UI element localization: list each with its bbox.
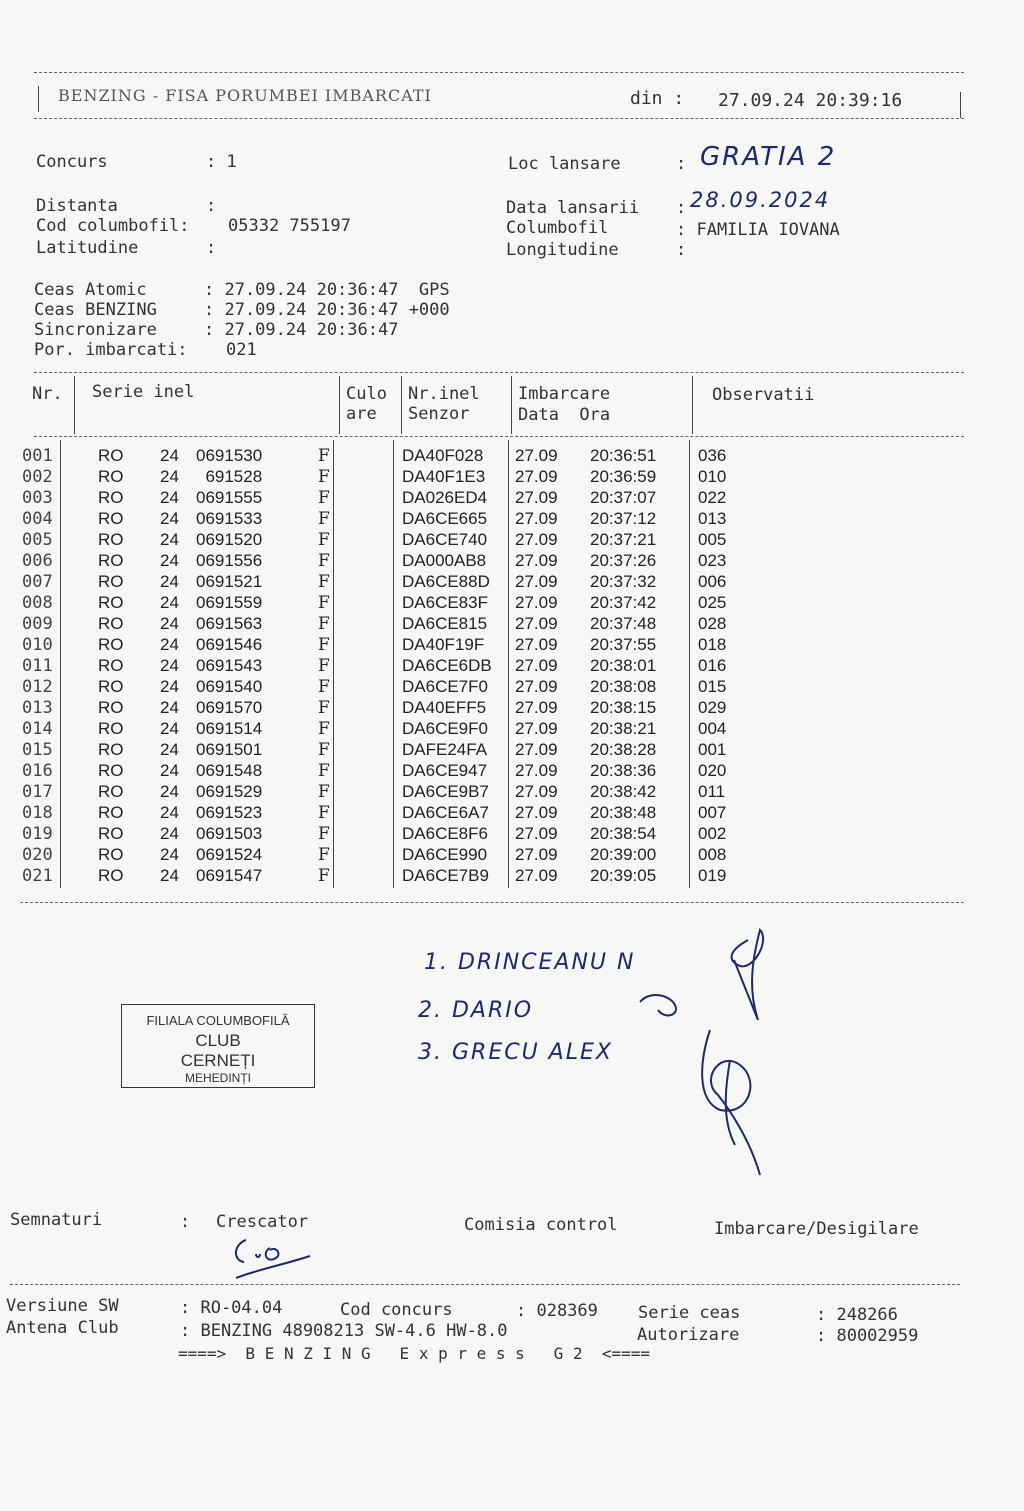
cell-sex: F — [318, 551, 330, 571]
latitudine-label: Latitudine — [36, 238, 139, 258]
cell-date: 27.09 — [515, 719, 558, 738]
cell-date: 27.09 — [515, 488, 558, 507]
cell-nr: 004 — [22, 509, 53, 529]
semnaturi-sep: : — [180, 1212, 191, 1232]
col-header-nr: Nr. — [32, 384, 63, 404]
cell-nr: 017 — [22, 782, 53, 802]
benzing-express-banner: ====> B E N Z I N G E x p r e s s G 2 <==== — [178, 1344, 651, 1363]
cell-date: 27.09 — [515, 761, 558, 780]
col-header-observatii: Observatii — [712, 385, 815, 405]
cell-year: 24 — [160, 551, 179, 570]
cell-country: RO — [98, 740, 124, 759]
cell-sensor: DA6CE740 — [402, 530, 488, 549]
cell-sensor: DA40EFF5 — [402, 698, 487, 717]
cell-date: 27.09 — [515, 782, 558, 801]
cod-columbofil-value: 05332 755197 — [228, 216, 351, 236]
cell-ring: 0691570 — [196, 698, 263, 717]
cell-sensor: DA026ED4 — [402, 488, 488, 507]
cell-sex: F — [318, 866, 330, 886]
cell-ring: 0691529 — [196, 782, 263, 801]
columbofil-label: Columbofil — [506, 218, 609, 238]
cell-nr: 019 — [22, 824, 53, 844]
latitudine-value: : — [206, 238, 217, 258]
cell-date: 27.09 — [515, 614, 558, 633]
cell-year: 24 — [160, 488, 179, 507]
porumbei-imbarcati-label: Por. imbarcati: — [34, 340, 188, 360]
cell-nr: 018 — [22, 803, 53, 823]
cell-nr: 012 — [22, 677, 53, 697]
cell-sex: F — [318, 803, 330, 823]
cell-time: 20:38:54 — [590, 824, 657, 843]
cell-year: 24 — [160, 782, 179, 801]
cell-obs: 036 — [698, 446, 727, 465]
stamp-line-3: CERNEȚI — [180, 1051, 256, 1070]
cell-obs: 010 — [698, 467, 727, 486]
cell-nr: 008 — [22, 593, 53, 613]
cell-year: 24 — [160, 824, 179, 843]
cell-date: 27.09 — [515, 656, 558, 675]
cell-nr: 010 — [22, 635, 53, 655]
cell-country: RO — [98, 803, 124, 822]
cell-date: 27.09 — [515, 572, 558, 591]
cell-obs: 006 — [698, 572, 727, 591]
cell-date: 27.09 — [515, 593, 558, 612]
cell-ring: 0691523 — [196, 803, 263, 822]
cell-date: 27.09 — [515, 509, 558, 528]
cell-obs: 023 — [698, 551, 727, 570]
cell-sensor: DA000AB8 — [402, 551, 487, 570]
cell-sensor: DA6CE88D — [402, 572, 490, 591]
col-sep-5 — [692, 376, 693, 434]
cell-country: RO — [98, 677, 124, 696]
cell-country: RO — [98, 635, 124, 654]
cell-country: RO — [98, 551, 124, 570]
cell-time: 20:38:28 — [590, 740, 657, 759]
cell-sex: F — [318, 656, 330, 676]
cell-nr: 001 — [22, 446, 53, 466]
cell-sensor: DA6CE9F0 — [402, 719, 488, 738]
cell-sex: F — [318, 488, 330, 508]
signature-scribbles — [630, 920, 790, 1180]
cell-sex: F — [318, 530, 330, 550]
cell-year: 24 — [160, 761, 179, 780]
table-bottom-rule — [20, 902, 964, 903]
cell-nr: 021 — [22, 866, 53, 886]
col-header-data-ora: Data Ora — [518, 405, 611, 425]
cell-sex: F — [318, 572, 330, 592]
col-sep-3 — [401, 376, 402, 434]
cell-sensor: DA6CE83F — [402, 593, 488, 612]
ceas-benzing-label: Ceas BENZING — [34, 300, 157, 320]
cell-year: 24 — [160, 698, 179, 717]
cell-ring: 0691520 — [196, 530, 263, 549]
cell-date: 27.09 — [515, 824, 558, 843]
cell-country: RO — [98, 866, 124, 885]
cell-obs: 005 — [698, 530, 727, 549]
cell-year: 24 — [160, 866, 179, 885]
table-header-rule — [34, 436, 964, 437]
columbofil-value: : FAMILIA IOVANA — [676, 220, 840, 240]
versiune-sw-label: Versiune SW — [6, 1296, 119, 1316]
distanta-value: : — [206, 196, 217, 216]
cell-time: 20:37:48 — [590, 614, 657, 633]
cell-ring: 0691556 — [196, 551, 263, 570]
cell-sensor: DA6CE7F0 — [402, 677, 488, 696]
cell-country: RO — [98, 530, 124, 549]
body-sep-3 — [393, 440, 394, 888]
crescator-label: Crescator — [216, 1212, 309, 1232]
cell-date: 27.09 — [515, 803, 558, 822]
cell-country: RO — [98, 761, 124, 780]
cell-country: RO — [98, 593, 124, 612]
header-datetime: 27.09.24 20:39:16 — [718, 90, 903, 111]
header-top-rule — [34, 72, 964, 73]
data-lansarii-value: 28.09.2024 — [690, 188, 831, 212]
cell-ring: 0691559 — [196, 593, 263, 612]
cell-ring: 0691533 — [196, 509, 263, 528]
cell-time: 20:38:48 — [590, 803, 657, 822]
cell-year: 24 — [160, 635, 179, 654]
header-left-bar — [38, 86, 39, 112]
cell-sex: F — [318, 446, 330, 466]
body-sep-5 — [689, 440, 690, 888]
longitudine-value: : — [676, 240, 687, 260]
cell-nr: 011 — [22, 656, 53, 676]
cell-obs: 025 — [698, 593, 727, 612]
autorizare-value: : 80002959 — [816, 1326, 919, 1346]
imbarcare-desigilare-label: Imbarcare/Desigilare — [714, 1219, 919, 1239]
cell-time: 20:37:26 — [590, 551, 657, 570]
ceas-atomic-value: : 27.09.24 20:36:47 GPS — [204, 280, 450, 300]
cell-nr: 009 — [22, 614, 53, 634]
cell-year: 24 — [160, 572, 179, 591]
cell-nr: 020 — [22, 845, 53, 865]
cell-sensor: DA6CE990 — [402, 845, 488, 864]
cell-sex: F — [318, 845, 330, 865]
cell-sensor: DA6CE665 — [402, 509, 488, 528]
cell-year: 24 — [160, 530, 179, 549]
cell-nr: 014 — [22, 719, 53, 739]
cell-nr: 015 — [22, 740, 53, 760]
handwritten-name-3: 3. GRECU ALEX — [418, 1040, 613, 1065]
cell-sensor: DA6CE947 — [402, 761, 488, 780]
cell-year: 24 — [160, 593, 179, 612]
cell-ring: 0691524 — [196, 845, 263, 864]
cell-country: RO — [98, 467, 124, 486]
cell-country: RO — [98, 719, 124, 738]
cell-time: 20:37:12 — [590, 509, 657, 528]
cell-obs: 011 — [698, 782, 726, 801]
cell-obs: 002 — [698, 824, 727, 843]
data-lansarii-label: Data lansarii — [506, 198, 640, 218]
cell-date: 27.09 — [515, 635, 558, 654]
cell-sensor: DA6CE6DB — [402, 656, 492, 675]
versiune-sw-value: : RO-04.04 — [180, 1298, 283, 1318]
cell-year: 24 — [160, 803, 179, 822]
autorizare-label: Autorizare — [637, 1325, 740, 1345]
col-sep-1 — [74, 376, 75, 434]
header-din-label: din : — [630, 88, 685, 109]
crescator-signature — [226, 1234, 316, 1284]
cell-ring: 0691543 — [196, 656, 263, 675]
antena-club-label: Antena Club — [6, 1318, 119, 1338]
cell-obs: 018 — [698, 635, 727, 654]
cell-sex: F — [318, 740, 330, 760]
cell-obs: 016 — [698, 656, 727, 675]
cell-year: 24 — [160, 509, 179, 528]
stamp-line-1: FILIALA COLUMBOFILĂ — [146, 1013, 290, 1028]
cell-time: 20:38:15 — [590, 698, 657, 717]
col-sep-4 — [511, 376, 512, 434]
cell-date: 27.09 — [515, 446, 558, 465]
loc-lansare-label: Loc lansare — [508, 154, 621, 174]
cell-time: 20:36:51 — [590, 446, 657, 465]
cell-ring: 0691501 — [196, 740, 263, 759]
handwritten-name-1: 1. DRINCEANU N — [424, 950, 636, 975]
cell-sex: F — [318, 719, 330, 739]
ceas-benzing-value: : 27.09.24 20:36:47 +000 — [204, 300, 450, 320]
cell-country: RO — [98, 509, 124, 528]
comisia-control-label: Comisia control — [464, 1215, 618, 1235]
col-header-culo: Culo — [346, 384, 387, 404]
cell-time: 20:38:21 — [590, 719, 657, 738]
cell-nr: 005 — [22, 530, 53, 550]
serie-ceas-label: Serie ceas — [638, 1303, 741, 1323]
handwritten-name-2: 2. DARIO — [418, 998, 534, 1023]
cell-obs: 008 — [698, 845, 727, 864]
cell-country: RO — [98, 782, 124, 801]
cell-time: 20:37:32 — [590, 572, 657, 591]
cell-time: 20:38:42 — [590, 782, 657, 801]
cell-ring: 0691521 — [196, 572, 263, 591]
cell-sensor: DA6CE6A7 — [402, 803, 489, 822]
cell-sensor: DA6CE7B9 — [402, 866, 489, 885]
cell-sex: F — [318, 824, 330, 844]
col-header-imbarcare: Imbarcare — [518, 384, 611, 404]
cell-sensor: DA40F19F — [402, 635, 485, 654]
cell-ring: 0691548 — [196, 761, 263, 780]
cell-ring: 0691555 — [196, 488, 263, 507]
cell-country: RO — [98, 698, 124, 717]
concurs-value: : 1 — [206, 152, 237, 172]
cell-year: 24 — [160, 719, 179, 738]
cell-year: 24 — [160, 446, 179, 465]
stamp-line-4: MEHEDINȚI — [185, 1071, 251, 1085]
cell-nr: 016 — [22, 761, 53, 781]
cell-nr: 007 — [22, 572, 53, 592]
cell-date: 27.09 — [515, 530, 558, 549]
cell-obs: 028 — [698, 614, 727, 633]
page-title: BENZING - FISA PORUMBEI IMBARCATI — [58, 86, 432, 105]
cell-nr: 002 — [22, 467, 53, 487]
col-header-nrinel: Nr.inel — [408, 384, 480, 404]
cell-country: RO — [98, 614, 124, 633]
cell-obs: 020 — [698, 761, 727, 780]
cell-ring: 0691563 — [196, 614, 263, 633]
club-stamp — [121, 1004, 315, 1088]
cell-year: 24 — [160, 677, 179, 696]
cell-time: 20:37:21 — [590, 530, 657, 549]
longitudine-label: Longitudine — [506, 240, 619, 260]
concurs-label: Concurs — [36, 152, 108, 172]
cell-ring: 691528 — [196, 467, 263, 486]
cell-obs: 007 — [698, 803, 727, 822]
serie-ceas-value: : 248266 — [816, 1305, 898, 1325]
cell-time: 20:37:42 — [590, 593, 657, 612]
distanta-label: Distanta — [36, 196, 118, 216]
cell-year: 24 — [160, 740, 179, 759]
cell-sensor: DA40F028 — [402, 446, 484, 465]
cell-date: 27.09 — [515, 740, 558, 759]
antena-club-value: : BENZING 48908213 SW-4.6 HW-8.0 — [180, 1321, 508, 1341]
cell-sensor: DAFE24FA — [402, 740, 488, 759]
cell-time: 20:38:01 — [590, 656, 657, 675]
col-header-senzor: Senzor — [408, 404, 470, 424]
body-sep-4 — [508, 440, 509, 888]
cell-ring: 0691546 — [196, 635, 263, 654]
cell-time: 20:39:05 — [590, 866, 657, 885]
sincronizare-value: : 27.09.24 20:36:47 — [204, 320, 399, 340]
cell-time: 20:37:55 — [590, 635, 657, 654]
data-lansarii-sep: : — [676, 198, 687, 218]
cell-date: 27.09 — [515, 866, 558, 885]
cell-obs: 019 — [698, 866, 727, 885]
cell-sex: F — [318, 467, 330, 487]
cell-sex: F — [318, 593, 330, 613]
col-header-are: are — [346, 404, 377, 424]
loc-lansare-sep: : — [676, 154, 687, 174]
loc-lansare-value: GRATIA 2 — [700, 142, 837, 172]
porumbei-imbarcati-value: 021 — [226, 340, 257, 360]
cell-sensor: DA6CE8F6 — [402, 824, 488, 843]
cell-sex: F — [318, 635, 330, 655]
cell-country: RO — [98, 446, 124, 465]
cell-country: RO — [98, 824, 124, 843]
cell-nr: 013 — [22, 698, 53, 718]
cell-ring: 0691540 — [196, 677, 263, 696]
cell-obs: 001 — [698, 740, 727, 759]
cell-year: 24 — [160, 467, 179, 486]
cell-date: 27.09 — [515, 698, 558, 717]
cell-ring: 0691514 — [196, 719, 263, 738]
cell-obs: 029 — [698, 698, 727, 717]
cell-sex: F — [318, 782, 330, 802]
cell-sex: F — [318, 698, 330, 718]
cell-obs: 022 — [698, 488, 727, 507]
cell-date: 27.09 — [515, 677, 558, 696]
cell-obs: 015 — [698, 677, 727, 696]
footer-rule — [10, 1284, 960, 1285]
cell-country: RO — [98, 656, 124, 675]
cell-obs: 013 — [698, 509, 727, 528]
semnaturi-label: Semnaturi — [10, 1210, 103, 1230]
cell-sensor: DA6CE815 — [402, 614, 488, 633]
body-sep-1 — [60, 440, 61, 888]
cell-year: 24 — [160, 656, 179, 675]
cell-year: 24 — [160, 845, 179, 864]
cell-time: 20:37:07 — [590, 488, 657, 507]
cell-sex: F — [318, 509, 330, 529]
cell-sex: F — [318, 761, 330, 781]
cell-year: 24 — [160, 614, 179, 633]
cell-sex: F — [318, 677, 330, 697]
cell-nr: 003 — [22, 488, 53, 508]
col-header-serie: Serie inel — [92, 382, 195, 402]
cell-nr: 006 — [22, 551, 53, 571]
cell-obs: 004 — [698, 719, 727, 738]
cod-concurs-label: Cod concurs — [340, 1300, 453, 1320]
cod-concurs-value: : 028369 — [516, 1301, 598, 1321]
cell-time: 20:39:00 — [590, 845, 657, 864]
cell-time: 20:38:36 — [590, 761, 657, 780]
cell-sensor: DA40F1E3 — [402, 467, 486, 486]
cell-sensor: DA6CE9B7 — [402, 782, 489, 801]
stamp-line-2: CLUB — [195, 1031, 241, 1050]
cell-time: 20:38:08 — [590, 677, 657, 696]
cell-ring: 0691530 — [196, 446, 263, 465]
body-sep-2 — [333, 440, 334, 888]
sincronizare-label: Sincronizare — [34, 320, 157, 340]
cell-country: RO — [98, 488, 124, 507]
header-right-bar — [960, 92, 961, 118]
cell-ring: 0691503 — [196, 824, 263, 843]
cell-time: 20:36:59 — [590, 467, 657, 486]
cell-country: RO — [98, 845, 124, 864]
ceas-atomic-label: Ceas Atomic — [34, 280, 147, 300]
cell-date: 27.09 — [515, 551, 558, 570]
cell-country: RO — [98, 572, 124, 591]
cell-date: 27.09 — [515, 467, 558, 486]
cod-columbofil-label: Cod columbofil: — [36, 216, 190, 236]
cell-sex: F — [318, 614, 330, 634]
col-sep-2 — [339, 376, 340, 434]
cell-ring: 0691547 — [196, 866, 263, 885]
cell-date: 27.09 — [515, 845, 558, 864]
table-top-rule — [34, 372, 964, 373]
header-bottom-rule — [34, 118, 964, 119]
